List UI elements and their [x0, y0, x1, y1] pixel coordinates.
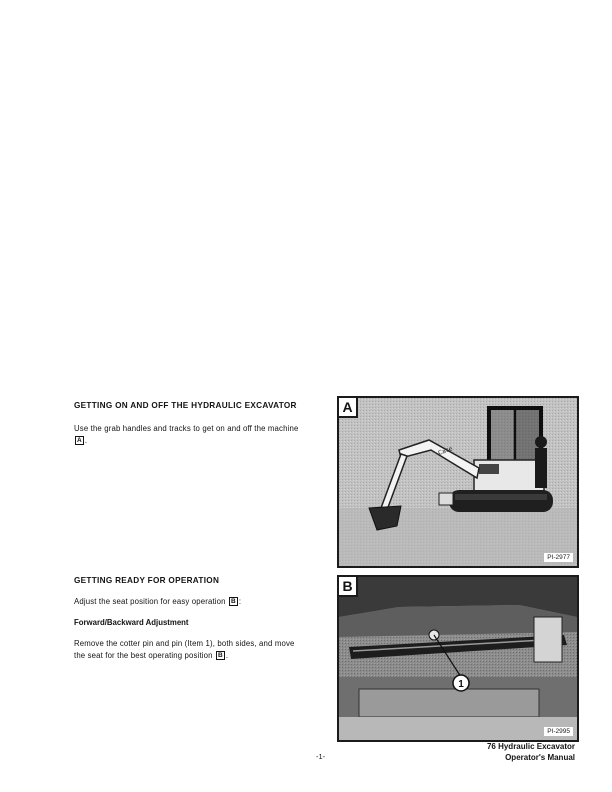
figure-ref-badge: B: [230, 598, 236, 605]
photo-label-a: A: [339, 398, 358, 418]
paragraph-text-end: :: [238, 597, 242, 606]
photo-code-b: PI-2995: [544, 727, 573, 736]
paragraph-line: Remove the cotter pin and pin (Item 1), both sides, and move: [74, 639, 295, 648]
paragraph-text-end: .: [225, 651, 229, 660]
svg-text:Case: Case: [437, 445, 454, 457]
seat-pin-photo-icon: [339, 577, 577, 740]
manual-title-line2: Operator's Manual: [505, 753, 575, 762]
section-heading-getting-on-off: GETTING ON AND OFF THE HYDRAULIC EXCAVATOR: [74, 401, 297, 410]
excavator-photo-icon: [339, 398, 577, 566]
photo-code-a: PI-2977: [544, 553, 573, 562]
section-text-getting-ready: [74, 596, 241, 608]
photo-label-b: B: [339, 577, 358, 597]
subheading-forward-backward: Forward/Backward Adjustment: [74, 618, 189, 627]
paragraph-text: Use the grab handles and tracks to get on and off the machine: [74, 424, 299, 433]
section-heading-getting-ready: GETTING READY FOR OPERATION: [74, 576, 220, 585]
photo-excavator: [337, 396, 579, 568]
callout-number: 1: [458, 679, 464, 690]
paragraph-line: the seat for the best operating position: [74, 651, 213, 660]
paragraph-text: Adjust the seat position for easy operation: [74, 597, 226, 606]
paragraph-text-end: .: [84, 436, 88, 445]
section-text-getting-on-off: [74, 423, 324, 447]
manual-title: [487, 741, 575, 763]
page-number: -1-: [316, 752, 326, 761]
paragraph-cotter-pin: [74, 638, 334, 662]
photo-seat-pin: [337, 575, 579, 742]
figure-ref-badge: A: [77, 437, 82, 444]
figure-ref-badge: B: [217, 652, 223, 659]
manual-title-line1: 76 Hydraulic Excavator: [486, 742, 575, 751]
